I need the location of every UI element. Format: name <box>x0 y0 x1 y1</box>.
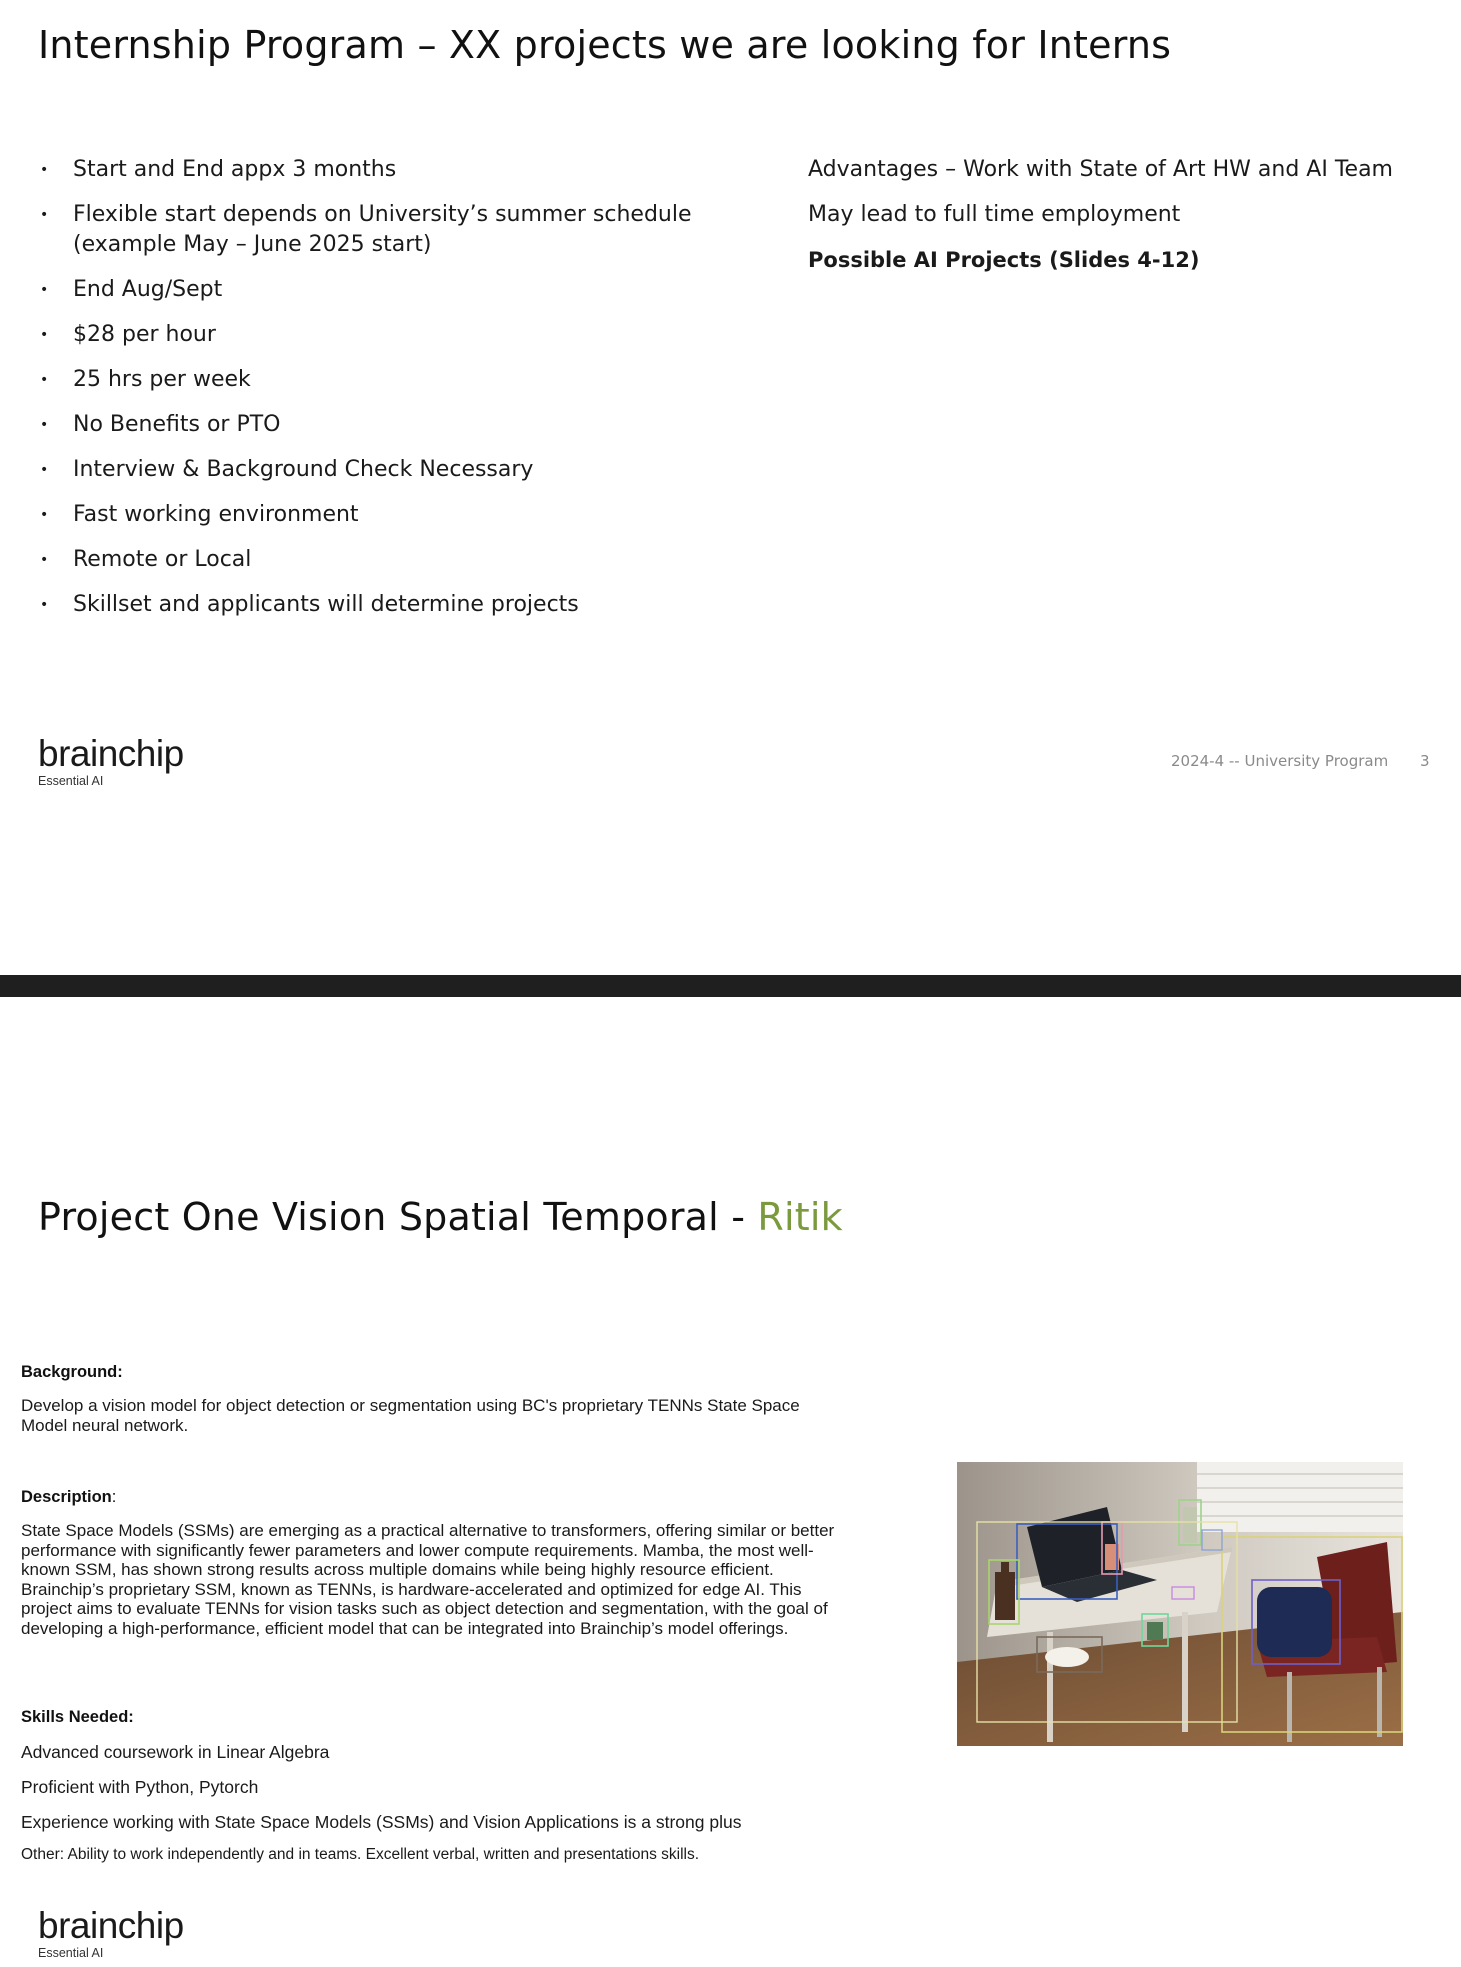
section-body: Develop a vision model for object detection or segmentation using BC's proprietary TENNs State Space Model neural network. <box>21 1396 800 1435</box>
list-item: • Interview & Background Check Necessary <box>38 455 738 485</box>
brainchip-logo <box>38 1907 184 1960</box>
slide-4 <box>0 997 1461 1967</box>
slide-3 <box>0 0 1461 975</box>
list-item: • Start and End appx 3 months <box>38 155 738 185</box>
page-number: 3 <box>1420 752 1430 770</box>
brainchip-logo <box>38 735 184 788</box>
bullet-icon: • <box>40 417 49 433</box>
list-item: • End Aug/Sept <box>38 275 738 305</box>
projects-link-text: Possible AI Projects (Slides 4-12) <box>808 248 1200 272</box>
slide-divider <box>0 975 1461 997</box>
bullet-icon: • <box>40 207 49 223</box>
section-body: State Space Models (SSMs) are emerging as a practical alternative to transformers, offering similar or better performance with significantly fewer parameters and lower compute requirements. Mamba, the most well-known SSM, has shown strong results across multiple domains while being highly resource efficient. Brainchip’s proprietary SSM, known as TENNs, is hardware-accelerated and optimized for edge AI. This project aims to evaluate TENNs for vision tasks such as object detection and segmentation, with the goal of developing a high-performance, efficient model that can be integrated into Brainchip’s model offerings. <box>21 1521 835 1638</box>
skill-item: Other: Ability to work independently and in teams. Excellent verbal, written and presentations skills. <box>21 1846 700 1863</box>
list-item: • $28 per hour <box>38 320 738 350</box>
skill-item: Experience working with State Space Models (SSMs) and Vision Applications is a strong plus <box>21 1812 742 1832</box>
title-main: Project One Vision Spatial Temporal - <box>38 1195 758 1239</box>
skills-section <box>21 1708 841 1727</box>
skill-item: Proficient with Python, Pytorch <box>21 1777 259 1797</box>
section-heading: Skills Needed: <box>21 1708 134 1726</box>
bullet-icon: • <box>40 327 49 343</box>
list-item: • 25 hrs per week <box>38 365 738 395</box>
list-item: • Flexible start depends on University’s summer schedule (example May – June 2025 start) <box>40 202 692 257</box>
requirements-list <box>38 155 738 635</box>
section-heading: Background: <box>21 1363 123 1381</box>
bullet-icon: • <box>40 507 49 523</box>
slide-footer: 2024-4 -- University Program <box>1171 752 1389 770</box>
employment-text: May lead to full time employment <box>808 202 1181 227</box>
section-heading: Description: <box>21 1488 117 1506</box>
bullet-icon: • <box>40 597 49 613</box>
advantages-text: Advantages – Work with State of Art HW and AI Team <box>808 157 1393 182</box>
bullet-icon: • <box>40 462 49 478</box>
list-item: • Skillset and applicants will determine projects <box>38 590 738 620</box>
bullet-icon: • <box>40 552 49 568</box>
object-detection-photo <box>957 1462 1403 1746</box>
bullet-icon: • <box>40 282 49 298</box>
description-section <box>21 1488 841 1638</box>
list-item: • No Benefits or PTO <box>38 410 738 440</box>
logo-wordmark: brainchip <box>38 1905 184 1946</box>
bullet-icon: • <box>40 162 49 178</box>
slide-title: Internship Program – XX projects we are looking for Interns <box>38 23 1172 67</box>
slide-title <box>38 1195 843 1239</box>
advantages-column <box>808 155 1428 290</box>
logo-tagline: Essential AI <box>38 1946 104 1960</box>
list-item: • Fast working environment <box>38 500 738 530</box>
background-section <box>21 1363 841 1435</box>
bullet-icon: • <box>40 372 49 388</box>
logo-wordmark: brainchip <box>38 733 184 774</box>
detection-scene-illustration <box>957 1462 1403 1746</box>
list-item: • Remote or Local <box>38 545 738 575</box>
title-owner: Ritik <box>757 1195 843 1239</box>
logo-tagline: Essential AI <box>38 774 104 788</box>
skill-item: Advanced coursework in Linear Algebra <box>21 1742 330 1762</box>
